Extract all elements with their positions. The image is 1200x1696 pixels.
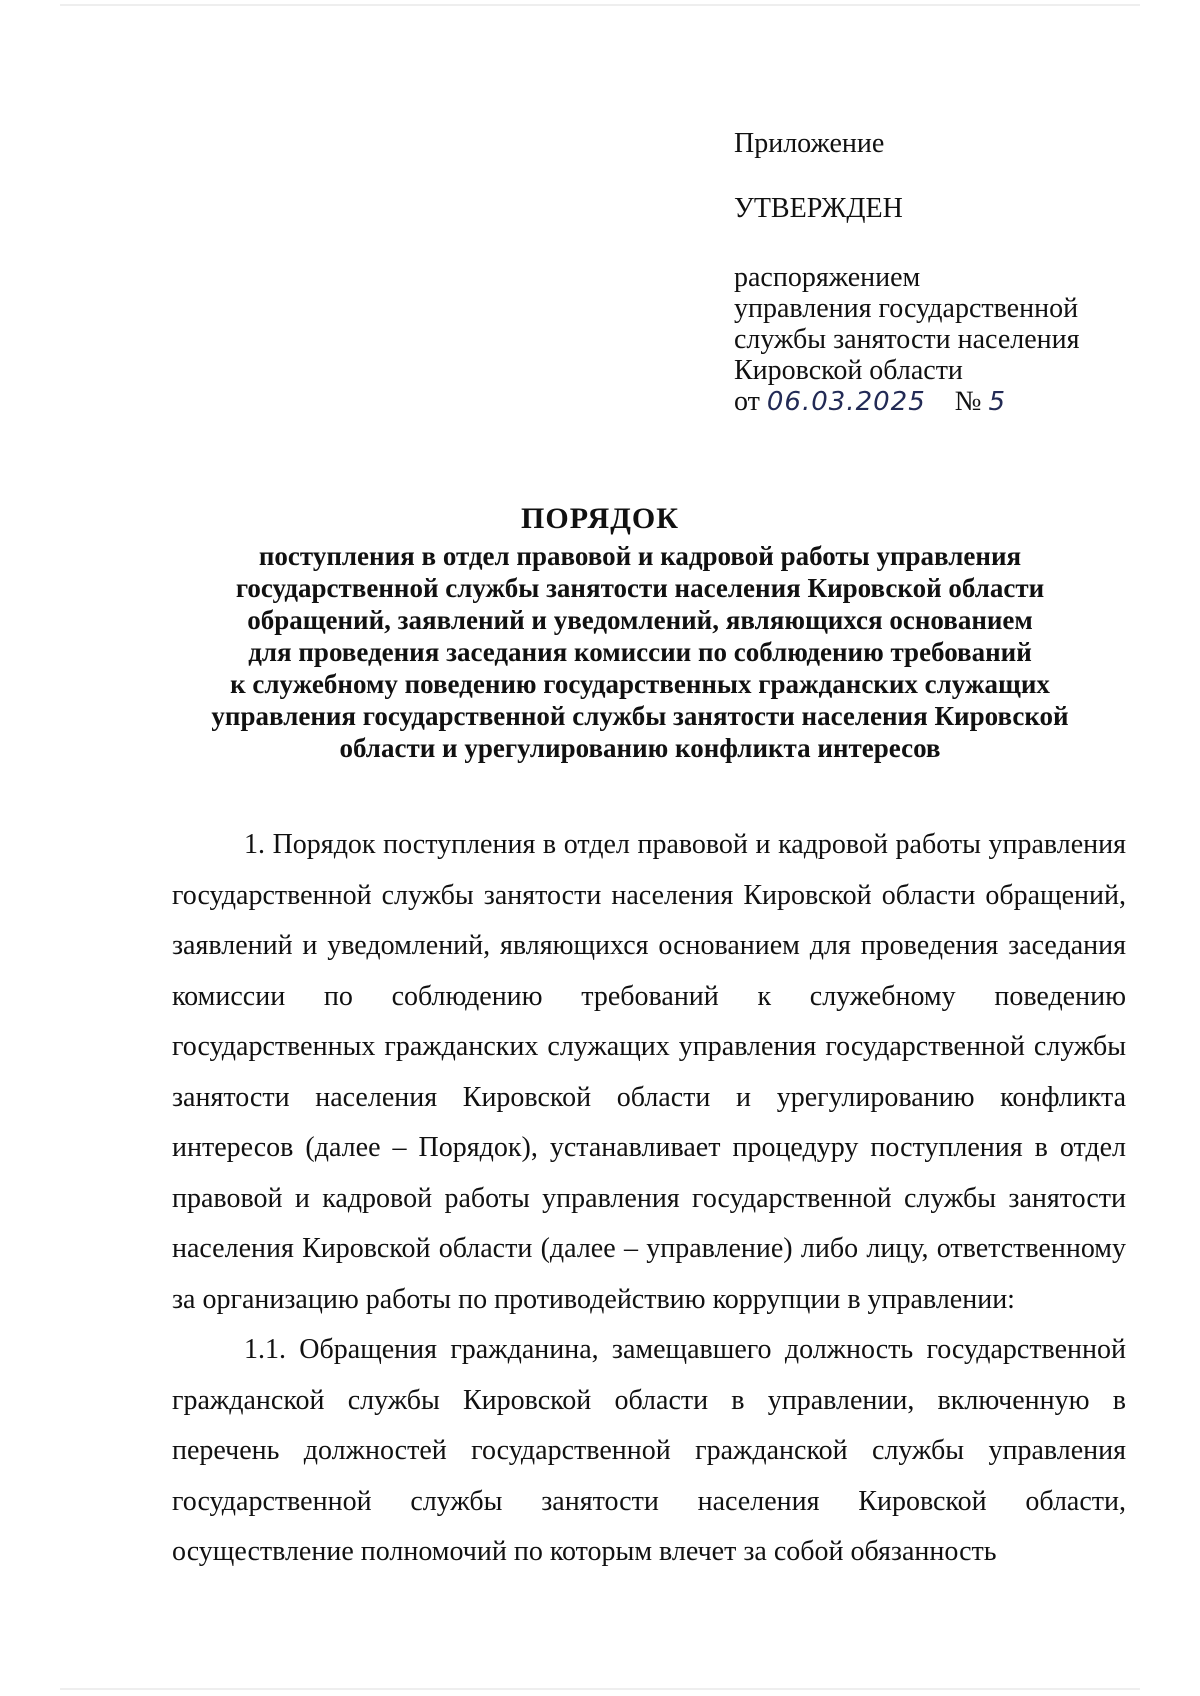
paragraph-1-1: 1.1. Обращения гражданина, замещавшего должность государственной гражданской службы Кировской области в управлении, включенную в перечень должностей государственной гражданской службы управления государственной службы занятости населения Кировской области, осуществление полномочий по которым влечет за собой обязанность	[172, 1334, 1126, 1567]
handwritten-date: 06.03.2025	[766, 387, 926, 417]
approval-order-line: службы занятости населения	[734, 324, 1080, 355]
scan-artifact-top	[60, 4, 1140, 6]
number-sign: №	[954, 386, 982, 417]
subtitle-line: поступления в отдел правовой и кадровой работы управления	[258, 541, 1022, 571]
document-subtitle	[160, 540, 1120, 764]
subtitle-line: государственной службы занятости населения Кировской области	[235, 573, 1045, 603]
approval-date-line	[734, 386, 1080, 417]
subtitle-line: для проведения заседания комиссии по соблюдению требований	[248, 637, 1032, 667]
handwritten-number: 5	[988, 387, 1007, 417]
approved-label: УТВЕРЖДЕН	[734, 193, 903, 224]
date-prefix: от	[734, 386, 760, 417]
subtitle-line: области и урегулированию конфликта интересов	[339, 733, 941, 763]
document-body	[172, 820, 1126, 1578]
approval-order-line: управления государственной	[734, 293, 1079, 324]
approval-order-line: Кировской области	[734, 355, 963, 386]
approval-order-lines	[734, 262, 1080, 417]
approval-order-line: распоряжением	[734, 262, 921, 293]
subtitle-line: к служебному поведению государственных гражданских служащих	[230, 669, 1050, 699]
document-title: ПОРЯДОК	[521, 502, 679, 535]
scan-artifact-bottom	[60, 1688, 1140, 1690]
subtitle-line: обращений, заявлений и уведомлений, являющихся основанием	[247, 605, 1033, 635]
paragraph-1: 1. Порядок поступления в отдел правовой и кадровой работы управления государственной службы занятости населения Кировской области обращений, заявлений и уведомлений, являющихся основанием для проведения заседания комиссии по соблюдению требований к служебному поведению государственных гражданских служащих управления государственной службы занятости населения Кировской области и урегулированию конфликта интересов (далее – Порядок), устанавливает процедуру поступления в отдел правовой и кадровой работы управления государственной службы занятости населения Кировской области (далее – управление) либо лицу, ответственному за организацию работы по противодействию коррупции в управлении:	[172, 829, 1126, 1315]
subtitle-line: управления государственной службы занятости населения Кировской	[211, 701, 1069, 731]
appendix-label: Приложение	[734, 128, 885, 159]
